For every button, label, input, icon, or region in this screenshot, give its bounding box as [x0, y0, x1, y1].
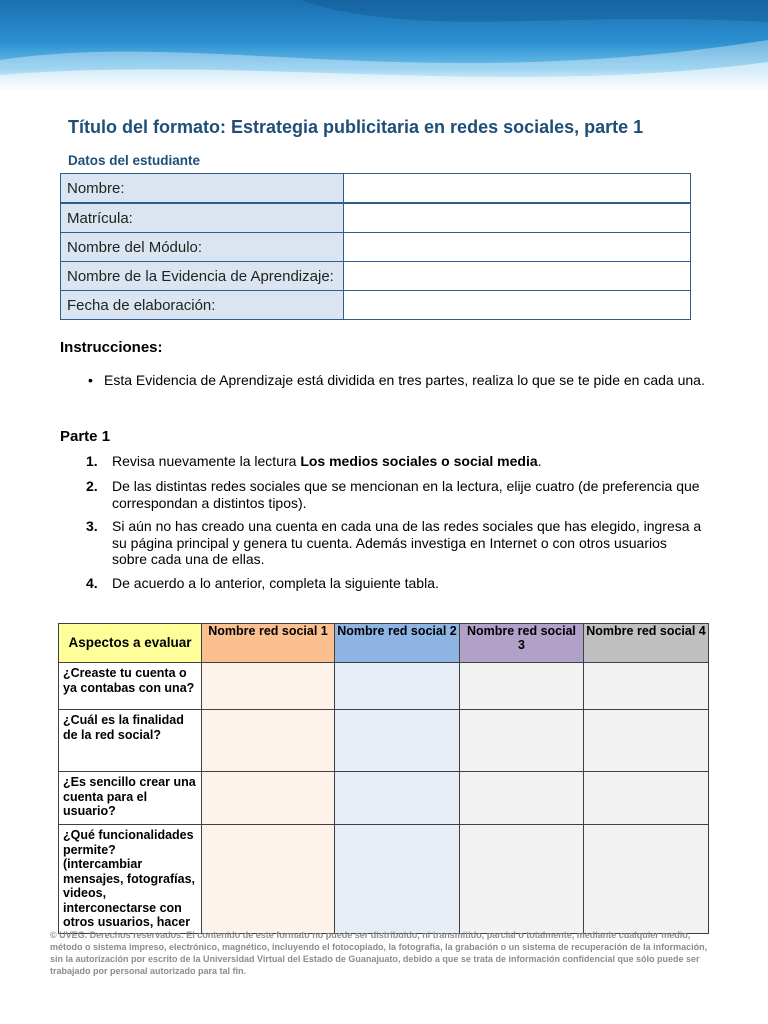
answer-cell[interactable]: [584, 772, 709, 825]
answer-cell[interactable]: [202, 663, 335, 710]
table-row: [59, 710, 709, 772]
step-number: 2.: [86, 478, 98, 494]
page-title: Título del formato: Estrategia publicitaria en redes sociales, parte 1: [68, 117, 644, 137]
step-text-part: .: [537, 453, 542, 469]
question-cell: ¿Cuál es la finalidad de la red social?: [59, 710, 202, 772]
table-row: [61, 262, 691, 291]
name-field[interactable]: [344, 174, 691, 204]
evidence-label: Nombre de la Evidencia de Aprendizaje:: [61, 262, 344, 291]
social-network-4-header: Nombre red social 4: [584, 624, 709, 663]
enrollment-field[interactable]: [344, 203, 691, 233]
answer-cell[interactable]: [335, 663, 460, 710]
table-row: [61, 233, 691, 262]
question-cell: ¿Qué funcionalidades permite? (intercambiar mensajes, fotografías, videos, interconectarse con otros usuarios, hacer: [59, 825, 202, 934]
date-field[interactable]: [344, 291, 691, 320]
copyright-notice: © UVEG. Derechos reservados. El contenido de este formato no puede ser distribuido, ni transmitido, parcial o totalmente, mediante cualquier medio, método o sistema impreso, electrónico, magnético, incluyendo el fotocopiado, la fotografía, la grabación o un sistema de recuperación de la información, sin la autorización por escrito de la Universidad Virtual del Estado de Guanajuato, debido a que se trata de información confidencial que sólo puede ser trabajado por personal autorizado para tal fin.: [50, 930, 708, 976]
student-data-table: [60, 173, 691, 320]
bullet-icon: •: [88, 372, 93, 388]
answer-cell[interactable]: [202, 710, 335, 772]
step-number: 3.: [86, 518, 98, 534]
step-text: [112, 453, 702, 470]
answer-cell[interactable]: [460, 710, 584, 772]
answer-cell[interactable]: [335, 825, 460, 934]
table-row: [61, 203, 691, 233]
bullet-text: Esta Evidencia de Aprendizaje está dividida en tres partes, realiza lo que se te pide en cada una.: [104, 372, 705, 388]
answer-cell[interactable]: [202, 772, 335, 825]
reading-title: Los medios sociales o social media: [300, 453, 538, 469]
module-field[interactable]: [344, 233, 691, 262]
question-cell: ¿Creaste tu cuenta o ya contabas con una?: [59, 663, 202, 710]
answer-cell[interactable]: [335, 772, 460, 825]
table-row: [59, 825, 709, 934]
instructions-heading: Instrucciones:: [60, 339, 163, 356]
step-text-part: Revisa nuevamente la lectura: [112, 453, 301, 469]
question-cell: ¿Es sencillo crear una cuenta para el usuario?: [59, 772, 202, 825]
answer-cell[interactable]: [584, 663, 709, 710]
date-label: Fecha de elaboración:: [61, 291, 344, 320]
evaluation-table: [58, 623, 709, 934]
answer-cell[interactable]: [335, 710, 460, 772]
table-row: [61, 291, 691, 320]
header-banner: [0, 0, 768, 92]
table-row: [59, 772, 709, 825]
banner-waves: [0, 0, 768, 92]
enrollment-label: Matrícula:: [61, 203, 344, 233]
module-label: Nombre del Módulo:: [61, 233, 344, 262]
answer-cell[interactable]: [460, 663, 584, 710]
answer-cell[interactable]: [460, 825, 584, 934]
step-text: De acuerdo a lo anterior, completa la siguiente tabla.: [112, 575, 439, 591]
social-network-3-header: Nombre red social 3: [460, 624, 584, 663]
name-label: Nombre:: [61, 174, 344, 204]
part1-heading: Parte 1: [60, 428, 111, 445]
answer-cell[interactable]: [202, 825, 335, 934]
table-header-row: [59, 624, 709, 663]
answer-cell[interactable]: [584, 825, 709, 934]
social-network-2-header: Nombre red social 2: [335, 624, 460, 663]
step-number: 1.: [86, 453, 98, 469]
table-row: [59, 663, 709, 710]
answer-cell[interactable]: [460, 772, 584, 825]
answer-cell[interactable]: [584, 710, 709, 772]
evidence-field[interactable]: [344, 262, 691, 291]
student-data-heading: Datos del estudiante: [68, 153, 201, 168]
aspects-header: Aspectos a evaluar: [59, 624, 202, 663]
step-text: De las distintas redes sociales que se mencionan en la lectura, elije cuatro (de preferencia que correspondan a distintos tipos).: [112, 478, 700, 511]
step-number: 4.: [86, 575, 98, 591]
social-network-1-header: Nombre red social 1: [202, 624, 335, 663]
table-row: [61, 174, 691, 204]
step-text: Si aún no has creado una cuenta en cada una de las redes sociales que has elegido, ingresa a su página principal y genera tu cuenta. Además investiga en Internet o con otros usuarios sobre cada una de ellas.: [112, 518, 702, 567]
